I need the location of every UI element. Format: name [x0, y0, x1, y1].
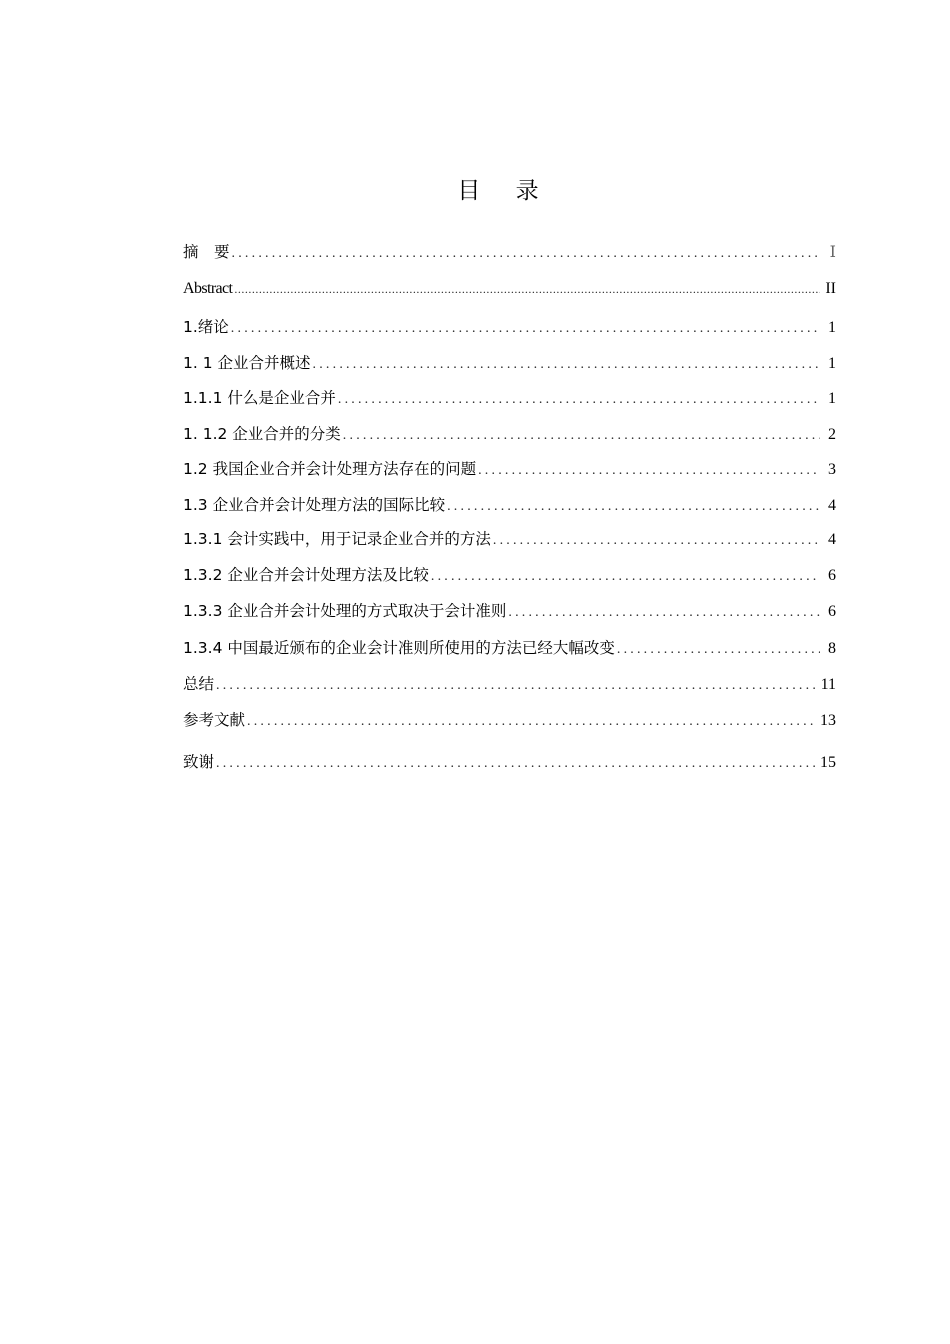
toc-entry-page: 1 [828, 319, 836, 336]
dot-leader [429, 565, 820, 589]
toc-entry[interactable] [183, 527, 836, 551]
dot-leader [445, 495, 820, 519]
toc-entry[interactable] [183, 672, 836, 696]
dot-leader [229, 317, 820, 341]
dot-leader [214, 752, 816, 776]
toc-entry-label: 1.2 我国企业合并会计处理方法存在的问题 [183, 460, 477, 478]
toc-entry-page: II [825, 280, 836, 297]
toc-entry[interactable] [183, 240, 836, 264]
toc-entry[interactable] [183, 315, 836, 339]
toc-entry-label: 参考文献 [183, 711, 246, 729]
toc-entry-label: Abstract [183, 280, 233, 297]
dot-leader [341, 424, 820, 448]
toc-entry[interactable] [183, 351, 836, 375]
toc-entry-label: 1.3.1 会计实践中，用于记录企业合并的方法 [183, 530, 491, 548]
dot-leader [245, 710, 816, 734]
toc-entry-label: 1. 1 企业合并概述 [183, 354, 311, 372]
toc-entry[interactable] [183, 636, 836, 660]
dot-leader [491, 529, 820, 553]
toc-entry-page: 1 [828, 355, 836, 372]
toc-entry-label: 1.1.1 什么是企业合并 [183, 389, 336, 407]
toc-entry-page: 1 [828, 390, 836, 407]
toc-entry-page: 4 [828, 531, 836, 548]
toc-entry-label: 1. 1.2 企业合并的分类 [183, 425, 341, 443]
toc-entry-page: 6 [828, 567, 836, 584]
toc-entry-page: 11 [820, 676, 836, 693]
toc-entry-label: 1.3.4 中国最近颁布的企业会计准则所使用的方法已经大幅改变 [183, 639, 615, 657]
toc-entry-label: 1.绪论 [183, 318, 229, 336]
dot-leader [214, 674, 817, 698]
toc-entry[interactable] [183, 563, 836, 587]
dot-leader [230, 242, 820, 266]
toc-entry-page: 2 [828, 426, 836, 443]
toc-entry-label: 1.3.3 企业合并会计处理的方式取决于会计准则 [183, 602, 507, 620]
toc-entry[interactable] [183, 708, 836, 732]
toc-entry-page: 3 [828, 461, 836, 478]
toc-title: 目 录 [457, 178, 553, 204]
dot-leader [311, 353, 820, 377]
dot-leader [476, 459, 820, 483]
dot-leader [615, 638, 820, 662]
dot-leader [232, 277, 820, 301]
toc-entry-label: 1.3.2 企业合并会计处理方法及比较 [183, 566, 429, 584]
toc-entry-page: 15 [820, 754, 836, 771]
toc-entry[interactable] [183, 599, 836, 623]
toc-entry-page: 13 [820, 712, 836, 729]
toc-entry-label: 1.3 企业合并会计处理方法的国际比较 [183, 496, 446, 514]
toc-entry-label: 总结 [183, 675, 215, 693]
toc-entry-label: 致谢 [183, 753, 215, 771]
toc-entry-page: 8 [828, 640, 836, 657]
toc-entry-page: Ⅰ [829, 244, 836, 261]
dot-leader [506, 601, 820, 625]
toc-entry-page: 4 [828, 497, 836, 514]
toc-entry[interactable] [183, 422, 836, 446]
toc-entry[interactable] [183, 277, 836, 301]
toc-entry-page: 6 [828, 603, 836, 620]
toc-entry[interactable] [183, 386, 836, 410]
toc-entry[interactable] [183, 493, 836, 517]
toc-entry[interactable] [183, 750, 836, 774]
dot-leader [336, 388, 820, 412]
toc-entry-label: 摘 要 [183, 243, 230, 261]
toc-entry[interactable] [183, 457, 836, 481]
